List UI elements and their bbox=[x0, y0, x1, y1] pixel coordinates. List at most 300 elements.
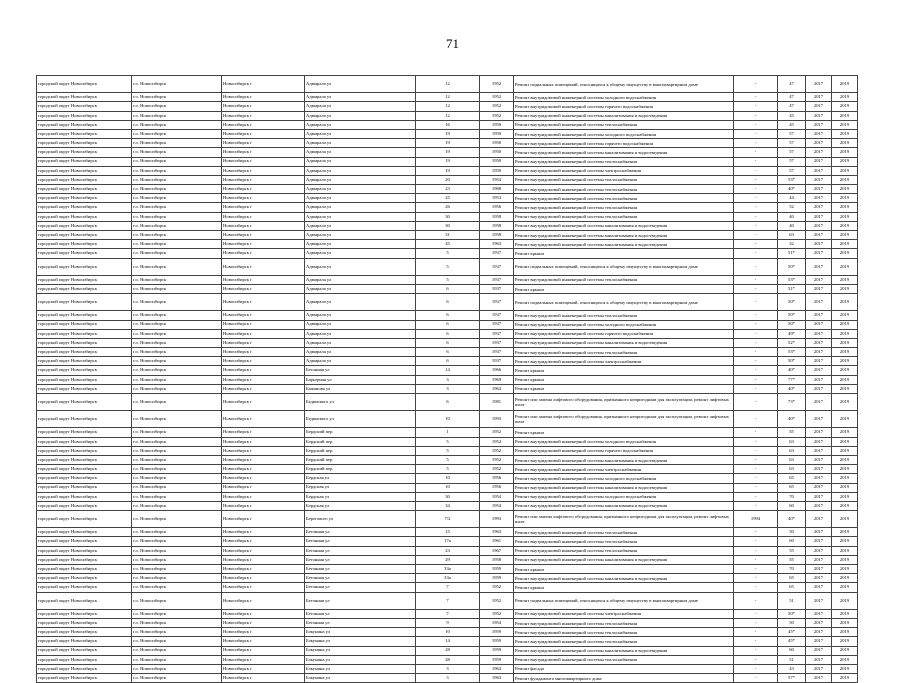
city-cell: Новосибирск г bbox=[222, 284, 305, 293]
street-cell: Бединского ул bbox=[305, 411, 416, 428]
build-year-cell: 1950 bbox=[480, 139, 514, 148]
wear-percent-cell: 55 bbox=[778, 428, 806, 437]
district-cell: г.о. Новосибирск bbox=[132, 185, 222, 194]
table-row bbox=[37, 375, 858, 384]
prev-repair-year-cell: - bbox=[734, 646, 778, 655]
plan-end-cell: 2019 bbox=[832, 185, 858, 194]
house-number-cell: 15 bbox=[416, 528, 480, 537]
table-row bbox=[37, 628, 858, 637]
build-year-cell: 1952 bbox=[480, 102, 514, 111]
wear-percent-cell: 73* bbox=[778, 394, 806, 411]
plan-start-cell: 2017 bbox=[806, 492, 832, 501]
house-number-cell: 7 bbox=[416, 592, 480, 609]
wear-percent-cell: 47 bbox=[778, 102, 806, 111]
table-row bbox=[37, 284, 858, 293]
prev-repair-year-cell: - bbox=[734, 212, 778, 221]
plan-end-cell: 2019 bbox=[832, 446, 858, 455]
prev-repair-year-cell: - bbox=[734, 231, 778, 240]
municipality-cell: городской округ Новосибирск bbox=[37, 511, 132, 528]
build-year-cell: 1950 bbox=[480, 157, 514, 166]
street-cell: Берегового ул bbox=[305, 511, 416, 528]
plan-end-cell: 2019 bbox=[832, 93, 858, 102]
district-cell: г.о. Новосибирск bbox=[132, 511, 222, 528]
district-cell: г.о. Новосибирск bbox=[132, 320, 222, 329]
plan-end-cell: 2019 bbox=[832, 455, 858, 464]
street-cell: Адмирала ул bbox=[305, 175, 416, 184]
prev-repair-year-cell: - bbox=[734, 565, 778, 574]
house-number-cell: 6 bbox=[416, 311, 480, 320]
city-cell: Новосибирск г bbox=[222, 139, 305, 148]
table-row bbox=[37, 329, 858, 338]
district-cell: г.о. Новосибирск bbox=[132, 646, 222, 655]
work-type-cell: Ремонт или замена лифтового оборудования, признанного непригодным для эксплуатации, ремонт лифтовых шахт bbox=[514, 511, 734, 528]
city-cell: Новосибирск г bbox=[222, 258, 305, 275]
house-number-cell: 6 bbox=[416, 394, 480, 411]
wear-percent-cell: 53* bbox=[778, 275, 806, 284]
wear-percent-cell: 51 bbox=[778, 592, 806, 609]
street-cell: Адмирала ул bbox=[305, 102, 416, 111]
work-type-cell: Ремонт внутридомовой инженерной системы канализования и водоотведения bbox=[514, 338, 734, 347]
prev-repair-year-cell: - bbox=[734, 455, 778, 464]
municipality-cell: городской округ Новосибирск bbox=[37, 565, 132, 574]
prev-repair-year-cell: - bbox=[734, 375, 778, 384]
plan-end-cell: 2019 bbox=[832, 311, 858, 320]
city-cell: Новосибирск г bbox=[222, 483, 305, 492]
build-year-cell: 1963 bbox=[480, 674, 514, 683]
street-cell: Бетонная ул bbox=[305, 583, 416, 592]
municipality-cell: городской округ Новосибирск bbox=[37, 194, 132, 203]
city-cell: Новосибирск г bbox=[222, 357, 305, 366]
wear-percent-cell: 50* bbox=[778, 357, 806, 366]
wear-percent-cell: 45 bbox=[778, 120, 806, 129]
city-cell: Новосибирск г bbox=[222, 102, 305, 111]
plan-start-cell: 2017 bbox=[806, 555, 832, 564]
wear-percent-cell: 52* bbox=[778, 338, 806, 347]
wear-percent-cell: 40 bbox=[778, 221, 806, 230]
house-number-cell: 19 bbox=[416, 157, 480, 166]
work-type-cell: Ремонт крыши bbox=[514, 375, 734, 384]
city-cell: Новосибирск г bbox=[222, 203, 305, 212]
plan-end-cell: 2019 bbox=[832, 284, 858, 293]
build-year-cell: 1959 bbox=[480, 637, 514, 646]
house-number-cell: 45 bbox=[416, 240, 480, 249]
plan-end-cell: 2019 bbox=[832, 166, 858, 175]
work-type-cell: Ремонт внутридомовой инженерной системы холодного водоснабжения bbox=[514, 129, 734, 138]
build-year-cell: 1954 bbox=[480, 618, 514, 627]
house-number-cell: 6 bbox=[416, 294, 480, 311]
table-row bbox=[37, 655, 858, 664]
street-cell: Адмирала ул bbox=[305, 338, 416, 347]
district-cell: г.о. Новосибирск bbox=[132, 240, 222, 249]
build-year-cell: 1969 bbox=[480, 375, 514, 384]
city-cell: Новосибирск г bbox=[222, 511, 305, 528]
house-number-cell: 6 bbox=[416, 329, 480, 338]
city-cell: Новосибирск г bbox=[222, 157, 305, 166]
plan-end-cell: 2019 bbox=[832, 212, 858, 221]
table-row bbox=[37, 492, 858, 501]
municipality-cell: городской округ Новосибирск bbox=[37, 294, 132, 311]
street-cell: Адмирала ул bbox=[305, 212, 416, 221]
district-cell: г.о. Новосибирск bbox=[132, 637, 222, 646]
table-row bbox=[37, 275, 858, 284]
district-cell: г.о. Новосибирск bbox=[132, 428, 222, 437]
city-cell: Новосибирск г bbox=[222, 609, 305, 618]
plan-end-cell: 2019 bbox=[832, 338, 858, 347]
city-cell: Новосибирск г bbox=[222, 637, 305, 646]
work-type-cell: Ремонт внутридомовой инженерной системы канализования и водоотведения bbox=[514, 555, 734, 564]
build-year-cell: 1937 bbox=[480, 275, 514, 284]
build-year-cell: 1968 bbox=[480, 185, 514, 194]
work-type-cell: Ремонт внутридомовой инженерной системы горячего водоснабжения bbox=[514, 329, 734, 338]
prev-repair-year-cell: - bbox=[734, 492, 778, 501]
table-row bbox=[37, 194, 858, 203]
work-type-cell: Ремонт внутридомовой инженерной системы холодного водоснабжения bbox=[514, 437, 734, 446]
city-cell: Новосибирск г bbox=[222, 574, 305, 583]
municipality-cell: городской округ Новосибирск bbox=[37, 655, 132, 664]
municipality-cell: городской округ Новосибирск bbox=[37, 157, 132, 166]
wear-percent-cell: 40 bbox=[778, 212, 806, 221]
house-number-cell: 6 bbox=[416, 348, 480, 357]
street-cell: Адмирала ул bbox=[305, 294, 416, 311]
plan-start-cell: 2017 bbox=[806, 185, 832, 194]
prev-repair-year-cell: - bbox=[734, 528, 778, 537]
plan-start-cell: 2017 bbox=[806, 583, 832, 592]
house-number-cell: 30 bbox=[416, 212, 480, 221]
prev-repair-year-cell: - bbox=[734, 329, 778, 338]
city-cell: Новосибирск г bbox=[222, 175, 305, 184]
build-year-cell: 1937 bbox=[480, 320, 514, 329]
prev-repair-year-cell: - bbox=[734, 102, 778, 111]
plan-end-cell: 2019 bbox=[832, 565, 858, 574]
build-year-cell: 1959 bbox=[480, 574, 514, 583]
city-cell: Новосибирск г bbox=[222, 674, 305, 683]
plan-end-cell: 2019 bbox=[832, 637, 858, 646]
district-cell: г.о. Новосибирск bbox=[132, 583, 222, 592]
plan-start-cell: 2017 bbox=[806, 437, 832, 446]
house-number-cell: 16 bbox=[416, 120, 480, 129]
city-cell: Новосибирск г bbox=[222, 294, 305, 311]
municipality-cell: городской округ Новосибирск bbox=[37, 664, 132, 673]
city-cell: Новосибирск г bbox=[222, 394, 305, 411]
wear-percent-cell: 52 bbox=[778, 203, 806, 212]
prev-repair-year-cell: - bbox=[734, 555, 778, 564]
plan-start-cell: 2017 bbox=[806, 366, 832, 375]
city-cell: Новосибирск г bbox=[222, 411, 305, 428]
wear-percent-cell: 63 bbox=[778, 437, 806, 446]
wear-percent-cell: 57 bbox=[778, 166, 806, 175]
municipality-cell: городской округ Новосибирск bbox=[37, 394, 132, 411]
plan-end-cell: 2019 bbox=[832, 628, 858, 637]
plan-start-cell: 2017 bbox=[806, 139, 832, 148]
table-row bbox=[37, 384, 858, 393]
city-cell: Новосибирск г bbox=[222, 348, 305, 357]
table-row bbox=[37, 76, 858, 93]
table-row bbox=[37, 511, 858, 528]
city-cell: Новосибирск г bbox=[222, 76, 305, 93]
plan-start-cell: 2017 bbox=[806, 537, 832, 546]
table-row bbox=[37, 574, 858, 583]
prev-repair-year-cell: - bbox=[734, 609, 778, 618]
plan-start-cell: 2017 bbox=[806, 674, 832, 683]
build-year-cell: 1959 bbox=[480, 565, 514, 574]
table-row bbox=[37, 148, 858, 157]
district-cell: г.о. Новосибирск bbox=[132, 609, 222, 618]
plan-end-cell: 2019 bbox=[832, 592, 858, 609]
table-row bbox=[37, 637, 858, 646]
prev-repair-year-cell: - bbox=[734, 437, 778, 446]
build-year-cell: 1963 bbox=[480, 528, 514, 537]
plan-start-cell: 2017 bbox=[806, 348, 832, 357]
plan-end-cell: 2019 bbox=[832, 148, 858, 157]
district-cell: г.о. Новосибирск bbox=[132, 102, 222, 111]
district-cell: г.о. Новосибирск bbox=[132, 329, 222, 338]
street-cell: Адмирала ул bbox=[305, 111, 416, 120]
district-cell: г.о. Новосибирск bbox=[132, 483, 222, 492]
plan-start-cell: 2017 bbox=[806, 465, 832, 474]
plan-end-cell: 2019 bbox=[832, 221, 858, 230]
district-cell: г.о. Новосибирск bbox=[132, 203, 222, 212]
house-number-cell: 12 bbox=[416, 111, 480, 120]
district-cell: г.о. Новосибирск bbox=[132, 492, 222, 501]
build-year-cell: 1952 bbox=[480, 111, 514, 120]
table-row bbox=[37, 348, 858, 357]
wear-percent-cell: 57* bbox=[778, 674, 806, 683]
wear-percent-cell: 44 bbox=[778, 194, 806, 203]
work-type-cell: Ремонт подвальных помещений, относящихся к общему имуществу в многоквартирном доме bbox=[514, 76, 734, 93]
city-cell: Новосибирск г bbox=[222, 185, 305, 194]
city-cell: Новосибирск г bbox=[222, 320, 305, 329]
street-cell: Бэкунина ул bbox=[305, 655, 416, 664]
wear-percent-cell: 47 bbox=[778, 76, 806, 93]
house-number-cell: 3 bbox=[416, 384, 480, 393]
work-type-cell: Ремонт внутридомовой инженерной системы теплоснабжения bbox=[514, 311, 734, 320]
work-type-cell: Ремонт внутридомовой инженерной системы теплоснабжения bbox=[514, 194, 734, 203]
municipality-cell: городской округ Новосибирск bbox=[37, 646, 132, 655]
build-year-cell: 1950 bbox=[480, 148, 514, 157]
work-type-cell: Ремонт крыши bbox=[514, 284, 734, 293]
plan-end-cell: 2019 bbox=[832, 574, 858, 583]
table-row bbox=[37, 674, 858, 683]
plan-end-cell: 2019 bbox=[832, 175, 858, 184]
table-row bbox=[37, 428, 858, 437]
municipality-cell: городской округ Новосибирск bbox=[37, 212, 132, 221]
municipality-cell: городской округ Новосибирск bbox=[37, 555, 132, 564]
plan-start-cell: 2017 bbox=[806, 646, 832, 655]
city-cell: Новосибирск г bbox=[222, 537, 305, 546]
street-cell: Адмирала ул bbox=[305, 194, 416, 203]
district-cell: г.о. Новосибирск bbox=[132, 221, 222, 230]
prev-repair-year-cell: - bbox=[734, 221, 778, 230]
city-cell: Новосибирск г bbox=[222, 240, 305, 249]
build-year-cell: 1952 bbox=[480, 465, 514, 474]
prev-repair-year-cell: - bbox=[734, 240, 778, 249]
build-year-cell: 1937 bbox=[480, 311, 514, 320]
work-type-cell: Ремонт фасада bbox=[514, 664, 734, 673]
plan-end-cell: 2019 bbox=[832, 474, 858, 483]
house-number-cell: 10 bbox=[416, 474, 480, 483]
wear-percent-cell: 57 bbox=[778, 157, 806, 166]
house-number-cell: 3 bbox=[416, 674, 480, 683]
work-type-cell: Ремонт внутридомовой инженерной системы теплоснабжения bbox=[514, 537, 734, 546]
build-year-cell: 1952 bbox=[480, 437, 514, 446]
street-cell: Бердская ул bbox=[305, 474, 416, 483]
plan-end-cell: 2019 bbox=[832, 646, 858, 655]
city-cell: Новосибирск г bbox=[222, 111, 305, 120]
plan-end-cell: 2019 bbox=[832, 375, 858, 384]
wear-percent-cell: 50* bbox=[778, 609, 806, 618]
street-cell: Адмирала ул bbox=[305, 76, 416, 93]
build-year-cell: 1963 bbox=[480, 664, 514, 673]
work-type-cell: Ремонт внутридомовой инженерной системы теплоснабжения bbox=[514, 203, 734, 212]
municipality-cell: городской округ Новосибирск bbox=[37, 148, 132, 157]
prev-repair-year-cell: - bbox=[734, 129, 778, 138]
build-year-cell: 1953 bbox=[480, 194, 514, 203]
wear-percent-cell: 63 bbox=[778, 465, 806, 474]
house-number-cell: 23 bbox=[416, 546, 480, 555]
district-cell: г.о. Новосибирск bbox=[132, 139, 222, 148]
district-cell: г.о. Новосибирск bbox=[132, 394, 222, 411]
city-cell: Новосибирск г bbox=[222, 311, 305, 320]
wear-percent-cell: 63 bbox=[778, 455, 806, 464]
plan-end-cell: 2019 bbox=[832, 437, 858, 446]
plan-start-cell: 2017 bbox=[806, 574, 832, 583]
build-year-cell: 1993 bbox=[480, 411, 514, 428]
plan-start-cell: 2017 bbox=[806, 157, 832, 166]
work-type-cell: Ремонт крыши bbox=[514, 366, 734, 375]
wear-percent-cell: 40* bbox=[778, 411, 806, 428]
prev-repair-year-cell: - bbox=[734, 474, 778, 483]
prev-repair-year-cell: - bbox=[734, 628, 778, 637]
table-row bbox=[37, 157, 858, 166]
work-type-cell: Ремонт крыши bbox=[514, 583, 734, 592]
wear-percent-cell: 53* bbox=[778, 175, 806, 184]
capital-repair-table bbox=[36, 75, 858, 683]
plan-start-cell: 2017 bbox=[806, 446, 832, 455]
plan-end-cell: 2019 bbox=[832, 384, 858, 393]
house-number-cell: 10 bbox=[416, 483, 480, 492]
plan-end-cell: 2019 bbox=[832, 618, 858, 627]
city-cell: Новосибирск г bbox=[222, 384, 305, 393]
table-row bbox=[37, 565, 858, 574]
build-year-cell: 1959 bbox=[480, 655, 514, 664]
wear-percent-cell: 45* bbox=[778, 637, 806, 646]
street-cell: Бердский пер bbox=[305, 465, 416, 474]
prev-repair-year-cell: - bbox=[734, 111, 778, 120]
plan-start-cell: 2017 bbox=[806, 240, 832, 249]
table-row bbox=[37, 394, 858, 411]
plan-end-cell: 2019 bbox=[832, 240, 858, 249]
table-row bbox=[37, 537, 858, 546]
plan-start-cell: 2017 bbox=[806, 483, 832, 492]
municipality-cell: городской округ Новосибирск bbox=[37, 674, 132, 683]
work-type-cell: Ремонт внутридомовой инженерной системы канализования и водоотведения bbox=[514, 231, 734, 240]
work-type-cell: Ремонт внутридомовой инженерной системы теплоснабжения bbox=[514, 275, 734, 284]
street-cell: Адмирала ул bbox=[305, 320, 416, 329]
prev-repair-year-cell: - bbox=[734, 483, 778, 492]
plan-end-cell: 2019 bbox=[832, 411, 858, 428]
house-number-cell: 5 bbox=[416, 455, 480, 464]
plan-start-cell: 2017 bbox=[806, 528, 832, 537]
street-cell: Бердский пер bbox=[305, 455, 416, 464]
work-type-cell: Ремонт внутридомовой инженерной системы теплоснабжения bbox=[514, 546, 734, 555]
house-number-cell: 25 bbox=[416, 194, 480, 203]
wear-percent-cell: 65 bbox=[778, 483, 806, 492]
plan-start-cell: 2017 bbox=[806, 501, 832, 510]
table-row bbox=[37, 120, 858, 129]
table-row bbox=[37, 446, 858, 455]
municipality-cell: городской округ Новосибирск bbox=[37, 93, 132, 102]
city-cell: Новосибирск г bbox=[222, 455, 305, 464]
build-year-cell: 1937 bbox=[480, 348, 514, 357]
table-row bbox=[37, 483, 858, 492]
house-number-cell: 14 bbox=[416, 366, 480, 375]
prev-repair-year-cell: - bbox=[734, 501, 778, 510]
street-cell: Бетонная ул bbox=[305, 528, 416, 537]
street-cell: Адмирала ул bbox=[305, 275, 416, 284]
district-cell: г.о. Новосибирск bbox=[132, 501, 222, 510]
plan-start-cell: 2017 bbox=[806, 618, 832, 627]
plan-start-cell: 2017 bbox=[806, 329, 832, 338]
prev-repair-year-cell: - bbox=[734, 592, 778, 609]
plan-start-cell: 2017 bbox=[806, 221, 832, 230]
prev-repair-year-cell: - bbox=[734, 583, 778, 592]
plan-start-cell: 2017 bbox=[806, 294, 832, 311]
city-cell: Новосибирск г bbox=[222, 555, 305, 564]
prev-repair-year-cell: 1994 bbox=[734, 511, 778, 528]
city-cell: Новосибирск г bbox=[222, 221, 305, 230]
plan-end-cell: 2019 bbox=[832, 511, 858, 528]
wear-percent-cell: 55 bbox=[778, 555, 806, 564]
table-row bbox=[37, 455, 858, 464]
wear-percent-cell: 57 bbox=[778, 129, 806, 138]
work-type-cell: Ремонт внутридомовой инженерной системы холодного водоснабжения bbox=[514, 474, 734, 483]
wear-percent-cell: 57 bbox=[778, 139, 806, 148]
street-cell: Адмирала ул bbox=[305, 258, 416, 275]
district-cell: г.о. Новосибирск bbox=[132, 311, 222, 320]
table-row bbox=[37, 203, 858, 212]
municipality-cell: городской округ Новосибирск bbox=[37, 437, 132, 446]
municipality-cell: городской округ Новосибирск bbox=[37, 258, 132, 275]
build-year-cell: 1952 bbox=[480, 76, 514, 93]
build-year-cell: 1967 bbox=[480, 546, 514, 555]
house-number-cell: 3 bbox=[416, 664, 480, 673]
work-type-cell: Ремонт внутридомовой инженерной системы канализования и водоотведения bbox=[514, 501, 734, 510]
district-cell: г.о. Новосибирск bbox=[132, 111, 222, 120]
work-type-cell: Ремонт внутридомовой инженерной системы теплоснабжения bbox=[514, 348, 734, 357]
plan-end-cell: 2019 bbox=[832, 537, 858, 546]
plan-end-cell: 2019 bbox=[832, 348, 858, 357]
plan-end-cell: 2019 bbox=[832, 231, 858, 240]
table-row bbox=[37, 618, 858, 627]
plan-end-cell: 2019 bbox=[832, 258, 858, 275]
plan-end-cell: 2019 bbox=[832, 294, 858, 311]
work-type-cell: Ремонт внутридомовой инженерной системы канализования и водоотведения bbox=[514, 455, 734, 464]
prev-repair-year-cell: - bbox=[734, 384, 778, 393]
district-cell: г.о. Новосибирск bbox=[132, 664, 222, 673]
wear-percent-cell: 50* bbox=[778, 320, 806, 329]
work-type-cell: Ремонт внутридомовой инженерной системы электроснабжения bbox=[514, 166, 734, 175]
house-number-cell: 19 bbox=[416, 139, 480, 148]
municipality-cell: городской округ Новосибирск bbox=[37, 411, 132, 428]
prev-repair-year-cell: - bbox=[734, 148, 778, 157]
table-row bbox=[37, 139, 858, 148]
table-row bbox=[37, 240, 858, 249]
plan-start-cell: 2017 bbox=[806, 203, 832, 212]
street-cell: Бердская ул bbox=[305, 501, 416, 510]
plan-start-cell: 2017 bbox=[806, 166, 832, 175]
work-type-cell: Ремонт подвальных помещений, относящихся к общему имуществу в многоквартирном доме bbox=[514, 258, 734, 275]
municipality-cell: городской округ Новосибирск bbox=[37, 384, 132, 393]
